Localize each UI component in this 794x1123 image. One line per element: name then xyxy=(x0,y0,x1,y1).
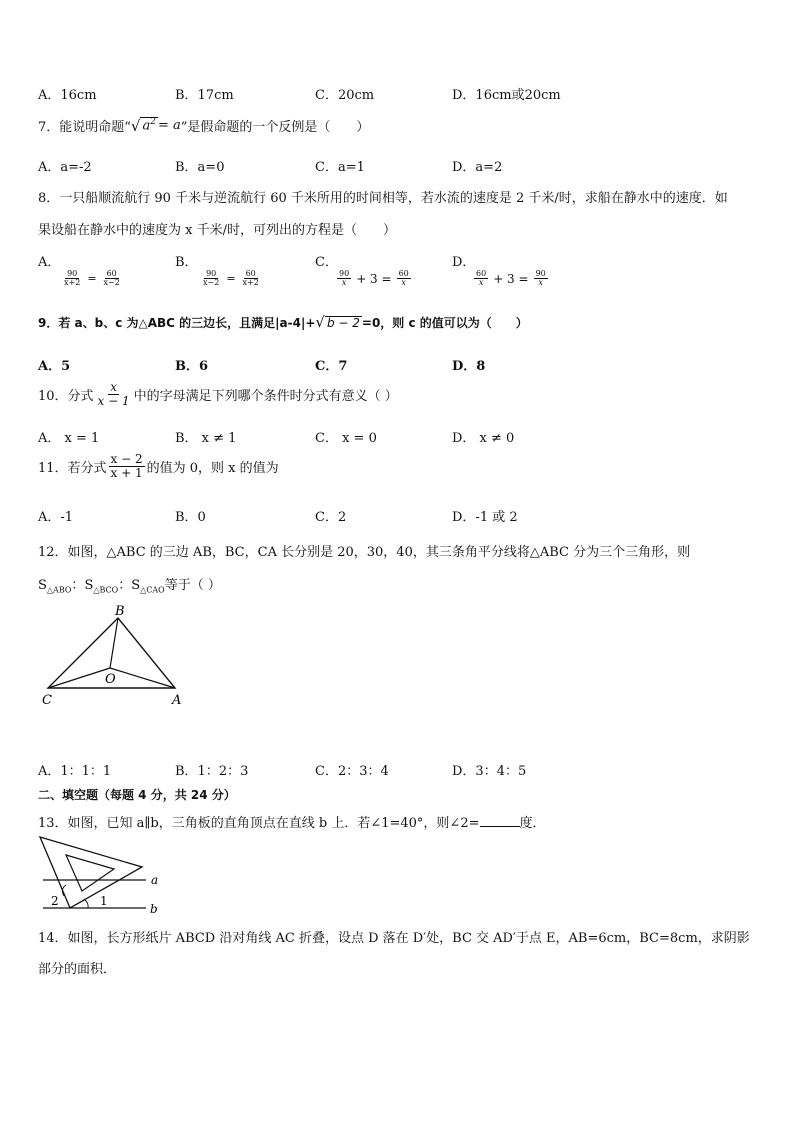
frac-den: x−2 xyxy=(203,278,220,288)
q10-option-a: A． x = 1 xyxy=(38,431,100,446)
q10-numerator: x xyxy=(110,380,117,394)
q12-option-b: B．1：2：3 xyxy=(175,764,249,779)
operator: = xyxy=(87,272,97,286)
q9-option-d: D．8 xyxy=(452,359,486,374)
q10-option-d: D． x ≠ 0 xyxy=(452,431,515,446)
ratio-sep: ： xyxy=(71,578,85,593)
set-square-inner xyxy=(66,855,114,891)
q8-option-d xyxy=(452,251,550,288)
q12-line-1: 12．如图，△ABC 的三边 AB，BC，CA 长分别是 20，30，40，其三条角平分线将△ABC 分为三个三角形，则 xyxy=(38,545,691,560)
q9-option-a: A．5 xyxy=(38,359,71,374)
q6-option-c: C．20cm xyxy=(315,88,375,103)
q12-option-c: C．2：3：4 xyxy=(315,764,389,779)
area-symbol: S xyxy=(84,578,94,593)
q10-suffix: 中的字母满足下列哪个条件时分式有意义（ ） xyxy=(133,388,398,404)
frac-num: 90 xyxy=(535,269,546,278)
q8-line-1: 8．一只船顺流航行 90 千米与逆流航行 60 千米所用的时间相等，若水流的速度是 2 千米/时，求船在静水中的速度．如 xyxy=(38,191,728,206)
q9-sqrt-expression xyxy=(315,315,362,330)
option-label: B． xyxy=(175,255,198,270)
q9-option-b: B．6 xyxy=(175,359,209,374)
q11-option-a: A．-1 xyxy=(38,510,74,525)
sqrt-symbol: √ xyxy=(315,313,325,331)
q11-option-c: C．2 xyxy=(315,510,347,525)
q10-stem xyxy=(38,381,398,407)
operator: = xyxy=(226,272,236,286)
q11-numerator: x − 2 xyxy=(110,452,143,466)
q14-line-1: 14．如图，长方形纸片 ABCD 沿对角线 AC 折叠，设点 D 落在 D′处，BC 交 AD′于点 E，AB=6cm，BC=8cm，求阴影 xyxy=(38,931,750,946)
line-label-a: a xyxy=(151,873,159,887)
q13-text-a: 13．如图，已知 a∥b，三角板的直角顶点在直线 b 上．若∠1=40°，则∠2= xyxy=(38,816,480,831)
frac-num: 60 xyxy=(106,269,117,278)
q13-answer-blank xyxy=(480,816,520,827)
area-sub-cao: △CAO xyxy=(140,585,165,595)
q13-text-b: 度． xyxy=(519,816,546,831)
frac-den: x+2 xyxy=(242,278,259,288)
q7-option-a: A．a=-2 xyxy=(38,160,92,175)
option-label: D． xyxy=(452,255,476,270)
q7-sqrt-expression xyxy=(131,117,158,134)
frac-num: 90 xyxy=(339,269,350,278)
bisector-ao xyxy=(110,668,175,688)
q11-prefix: 11．若分式 xyxy=(38,460,107,476)
q9-stem xyxy=(38,314,528,331)
operator: + 3 = xyxy=(356,271,392,286)
q11-stem xyxy=(38,453,279,479)
q7-rhs: = a xyxy=(157,118,181,133)
q9-option-c: C．7 xyxy=(315,359,348,374)
area-sub-abo: △ABO xyxy=(46,585,72,595)
frac-den: x−2 xyxy=(103,278,120,288)
frac-num: 60 xyxy=(245,269,256,278)
area-sub-bco: △BCO xyxy=(93,585,119,595)
vertex-label-a: A xyxy=(172,693,182,708)
section-title-fill-in: 二、填空题（每题 4 分，共 24 分） xyxy=(38,788,236,802)
frac-den: x+2 xyxy=(64,278,81,288)
q12-tail: 等于（ ） xyxy=(164,578,221,593)
q11-option-d: D．-1 或 2 xyxy=(452,510,518,525)
q10-denominator: x − 1 xyxy=(97,393,130,408)
q13-stem xyxy=(38,812,546,831)
q12-line-2 xyxy=(38,574,221,595)
frac-den: x xyxy=(401,278,406,288)
q10-prefix: 10．分式 xyxy=(38,388,94,404)
q11-suffix: 的值为 0，则 x 的值为 xyxy=(146,460,279,476)
q12-option-a: A．1：1：1 xyxy=(38,764,112,779)
q7-suffix: ”是假命题的一个反例是（ ） xyxy=(180,120,370,135)
vertex-label-c: C xyxy=(42,693,52,708)
q9-radicand: b − 2 xyxy=(326,315,360,330)
frac-num: 60 xyxy=(476,269,487,278)
frac-den: x xyxy=(478,278,484,288)
frac-num: 90 xyxy=(206,269,217,278)
line-label-b: b xyxy=(150,902,158,916)
q6-option-d: D．16cm或20cm xyxy=(452,88,561,103)
area-symbol: S xyxy=(38,578,47,593)
q7-option-d: D．a=2 xyxy=(452,160,503,175)
q7-exponent: 2 xyxy=(150,117,156,128)
q10-option-c: C． x = 0 xyxy=(315,431,377,446)
frac-num: 60 xyxy=(398,269,409,278)
q8-option-b xyxy=(175,251,263,288)
q6-option-b: B．17cm xyxy=(175,88,234,103)
q7-prefix: 7．能说明命题“ xyxy=(38,120,131,135)
operator: + 3 = xyxy=(493,271,529,286)
q12-option-d: D．3：4：5 xyxy=(452,764,527,779)
q12-triangle-figure xyxy=(38,600,198,712)
q10-option-b: B． x ≠ 1 xyxy=(175,431,237,446)
sqrt-symbol: √ xyxy=(130,116,141,135)
ratio-sep: ： xyxy=(118,578,132,593)
q8-option-c xyxy=(315,251,413,288)
angle-label-2: 2 xyxy=(51,894,59,908)
area-symbol: S xyxy=(131,578,141,593)
frac-den: x xyxy=(341,278,347,288)
q11-option-b: B．0 xyxy=(175,510,206,525)
q8-option-a xyxy=(38,251,124,288)
q6-option-a: A．16cm xyxy=(38,88,97,103)
q13-parallel-lines-figure xyxy=(38,833,178,919)
point-label-o: O xyxy=(105,672,116,687)
angle-label-1: 1 xyxy=(100,894,108,908)
frac-den: x xyxy=(538,278,543,288)
q7-option-b: B．a=0 xyxy=(175,160,225,175)
option-label: A． xyxy=(38,255,61,270)
q7-radicand: a xyxy=(142,118,151,134)
q14-line-2: 部分的面积． xyxy=(38,962,117,977)
q9-suffix: =0，则 c 的值可以为（ ） xyxy=(361,316,528,330)
q9-prefix: 9．若 a、b、c 为△ABC 的三边长，且满足|a-4|+ xyxy=(38,316,316,330)
vertex-label-b: B xyxy=(115,604,125,619)
frac-num: 90 xyxy=(67,269,78,278)
q7-stem xyxy=(38,116,369,135)
q8-line-2: 果设船在静水中的速度为 x 千米/时，可列出的方程是（ ） xyxy=(38,223,396,238)
option-label: C． xyxy=(315,255,338,270)
q11-denominator: x + 1 xyxy=(110,465,143,480)
q7-option-c: C．a=1 xyxy=(315,160,365,175)
